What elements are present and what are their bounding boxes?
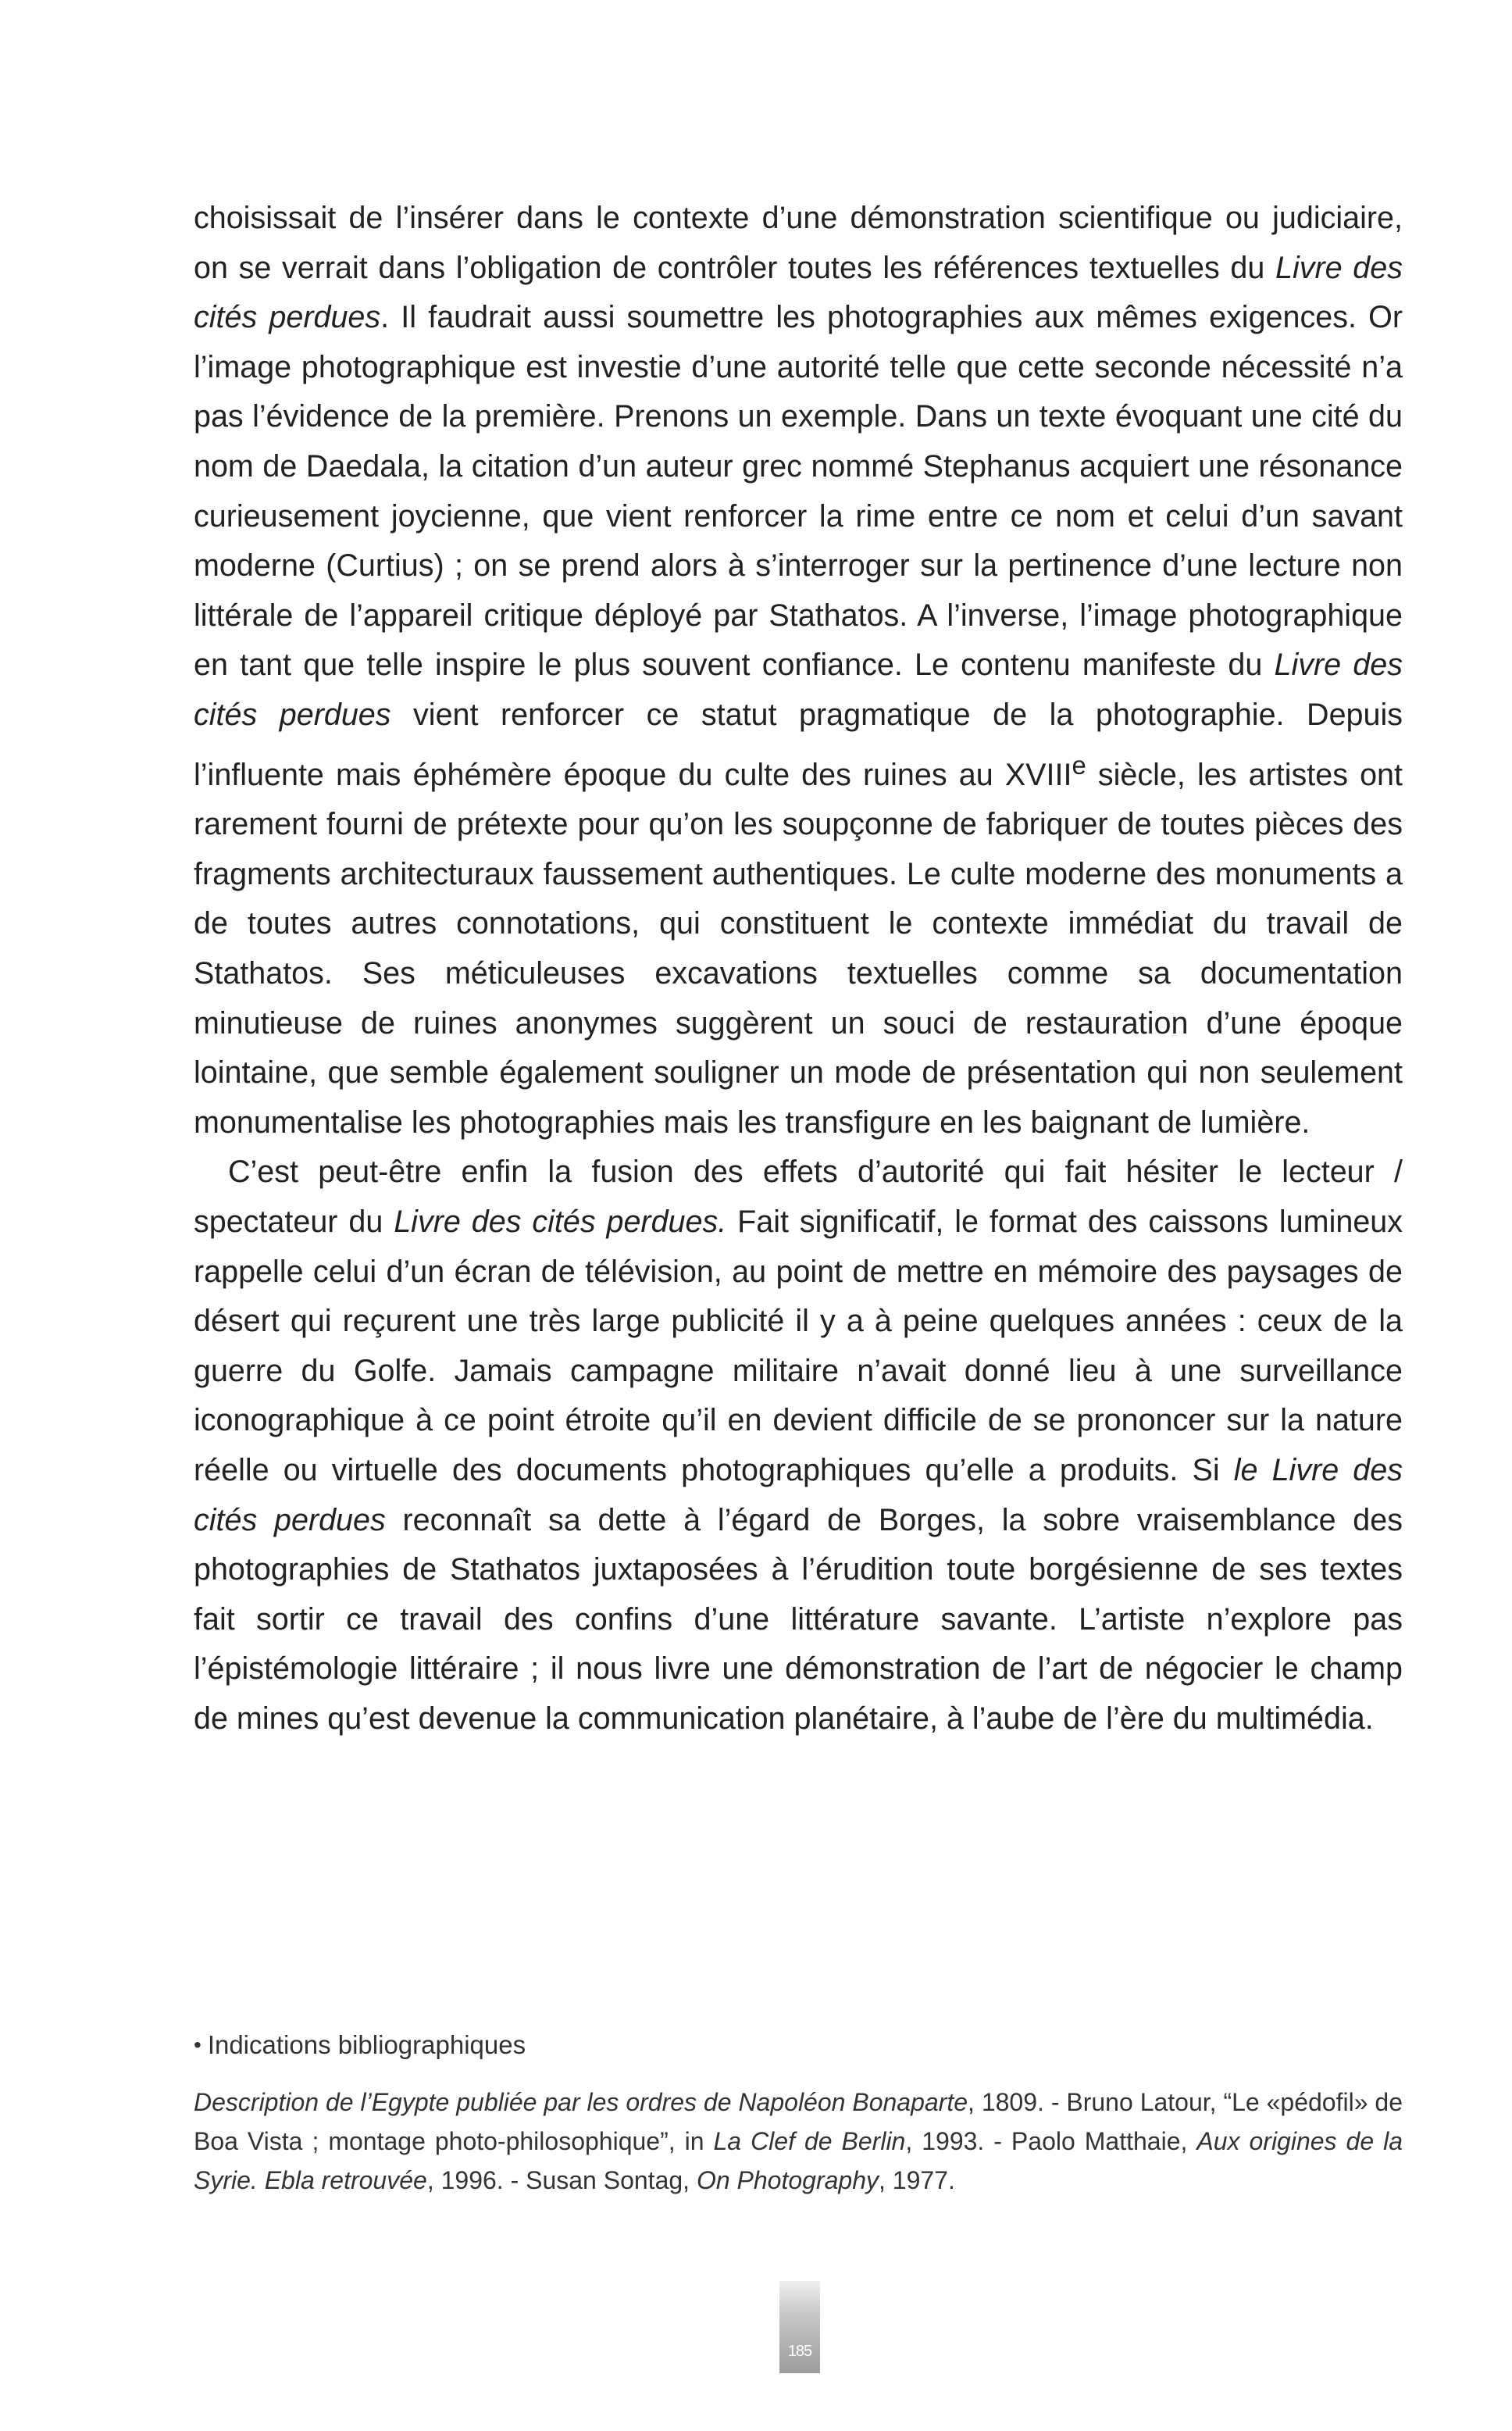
book-title: Aux origines de la Syrie. Ebla retrouvée xyxy=(194,2127,1403,2194)
page-number: 185 xyxy=(787,2343,812,2360)
text-run: . Il faudrait aussi soumettre les photographies aux mêmes exigences. Or l’image photographique est investie d’une autorité telle que cette seconde nécessité n’a pas l’évidence de la première. Prenons un exemple. Dans un texte évoquant une cité du nom de Daedala, la citation d’un auteur grec nommé Stephanus acquiert une résonance curieusement joycienne, que vient renforcer la rime entre ce nom et celui d’un savant moderne (Curtius) ; on se prend alors à s’interroger sur la pertinence d’une lecture non littérale de l’appareil critique déployé par Stathatos. A l’inverse, l’image photographique en tant que telle inspire le plus souvent confiance. Le contenu manifeste du xyxy=(194,300,1403,683)
text-run: Fait significatif, le format des caissons lumineux rappelle celui d’un écran de télévision, au point de mettre en mémoire des paysages de désert qui reçurent une très large publicité il y a à peine quelques années : ceux de la guerre du Golfe. Jamais campagne militaire n’avait donné lieu à une surveillance iconographique à ce point étroite qu’il en devient difficile de se prononcer sur la nature réelle ou virtuelle des documents photographiques qu’elle a produits. Si xyxy=(194,1205,1403,1487)
text-run: C’est peut-être enfin la fusion des effets d’autorité qui fait hésiter le lecteur / spectateur du xyxy=(194,1155,1403,1240)
superscript: e xyxy=(1072,750,1086,780)
bibliography-section xyxy=(194,2028,1403,2200)
book-title: On Photography xyxy=(696,2166,879,2194)
book-title: le Livre des cités perdues xyxy=(194,1453,1403,1537)
text-run: choisissait de l’insérer dans le contexte d’une démonstration scientifique ou judiciaire, on se verrait dans l’obligation de contrôler toutes les références textuelles du xyxy=(194,201,1403,285)
bullet-icon: • xyxy=(194,2033,201,2057)
bibliography-heading xyxy=(194,2028,1403,2062)
text-run: siècle, les artistes ont rarement fourni de prétexte pour qu’on les soupçonne de fabriquer de toutes pièces des fragments architecturaux faussement authentiques. Le culte moderne des monuments a de toutes autres connotations, qui constituent le contexte immédiat du travail de Stathatos. Ses méticuleuses excavations textuelles comme sa documentation minutieuse de ruines anonymes suggèrent un souci de restauration d’une époque lointaine, que semble également souligner un mode de présentation qui non seulement monumentalise les photographies mais les transfigure en les baignant de lumière. xyxy=(194,757,1403,1140)
paragraph-1 xyxy=(194,194,1403,1148)
book-title: La Clef de Berlin xyxy=(713,2127,906,2155)
book-title: Description de l’Egypte publiée par les ordres de Napoléon Bonaparte xyxy=(194,2088,968,2116)
text-run: , 1996. - Susan Sontag, xyxy=(426,2166,697,2194)
text-run: , 1993. - Paolo Matthaie, xyxy=(905,2127,1197,2155)
text-run: reconnaît sa dette à l’égard de Borges, la sobre vraisemblance des photographies de Stathatos juxtaposées à l’érudition toute borgésienne de ses textes fait sortir ce travail des confins d’une littérature savante. L’artiste n’explore pas l’épistémologie littéraire ; il nous livre une démonstration de l’art de négocier le champ de mines qu’est devenue la communication planétaire, à l’aube de l’ère du multimédia. xyxy=(194,1502,1403,1736)
book-title: Livre des cités perdues xyxy=(194,250,1403,335)
page-number-tab xyxy=(779,2281,820,2373)
text-run: , 1809. - Bruno Latour, “Le «pédofil» de Boa Vista ; montage photo-philosophique”, in xyxy=(194,2088,1403,2155)
book-title: Livre des cités perdues xyxy=(194,648,1403,732)
book-title: Livre des cités perdues. xyxy=(394,1205,727,1240)
body-text xyxy=(194,194,1403,1744)
bibliography-entries xyxy=(194,2083,1403,2200)
paragraph-2 xyxy=(194,1148,1403,1744)
text-run: , 1977. xyxy=(878,2166,955,2194)
text-run: vient renforcer ce statut pragmatique de la photographie. Depuis l’influente mais éphémère époque du culte des ruines au XVIII xyxy=(194,697,1403,792)
bibliography-heading-text: Indications bibliographiques xyxy=(207,2030,526,2059)
